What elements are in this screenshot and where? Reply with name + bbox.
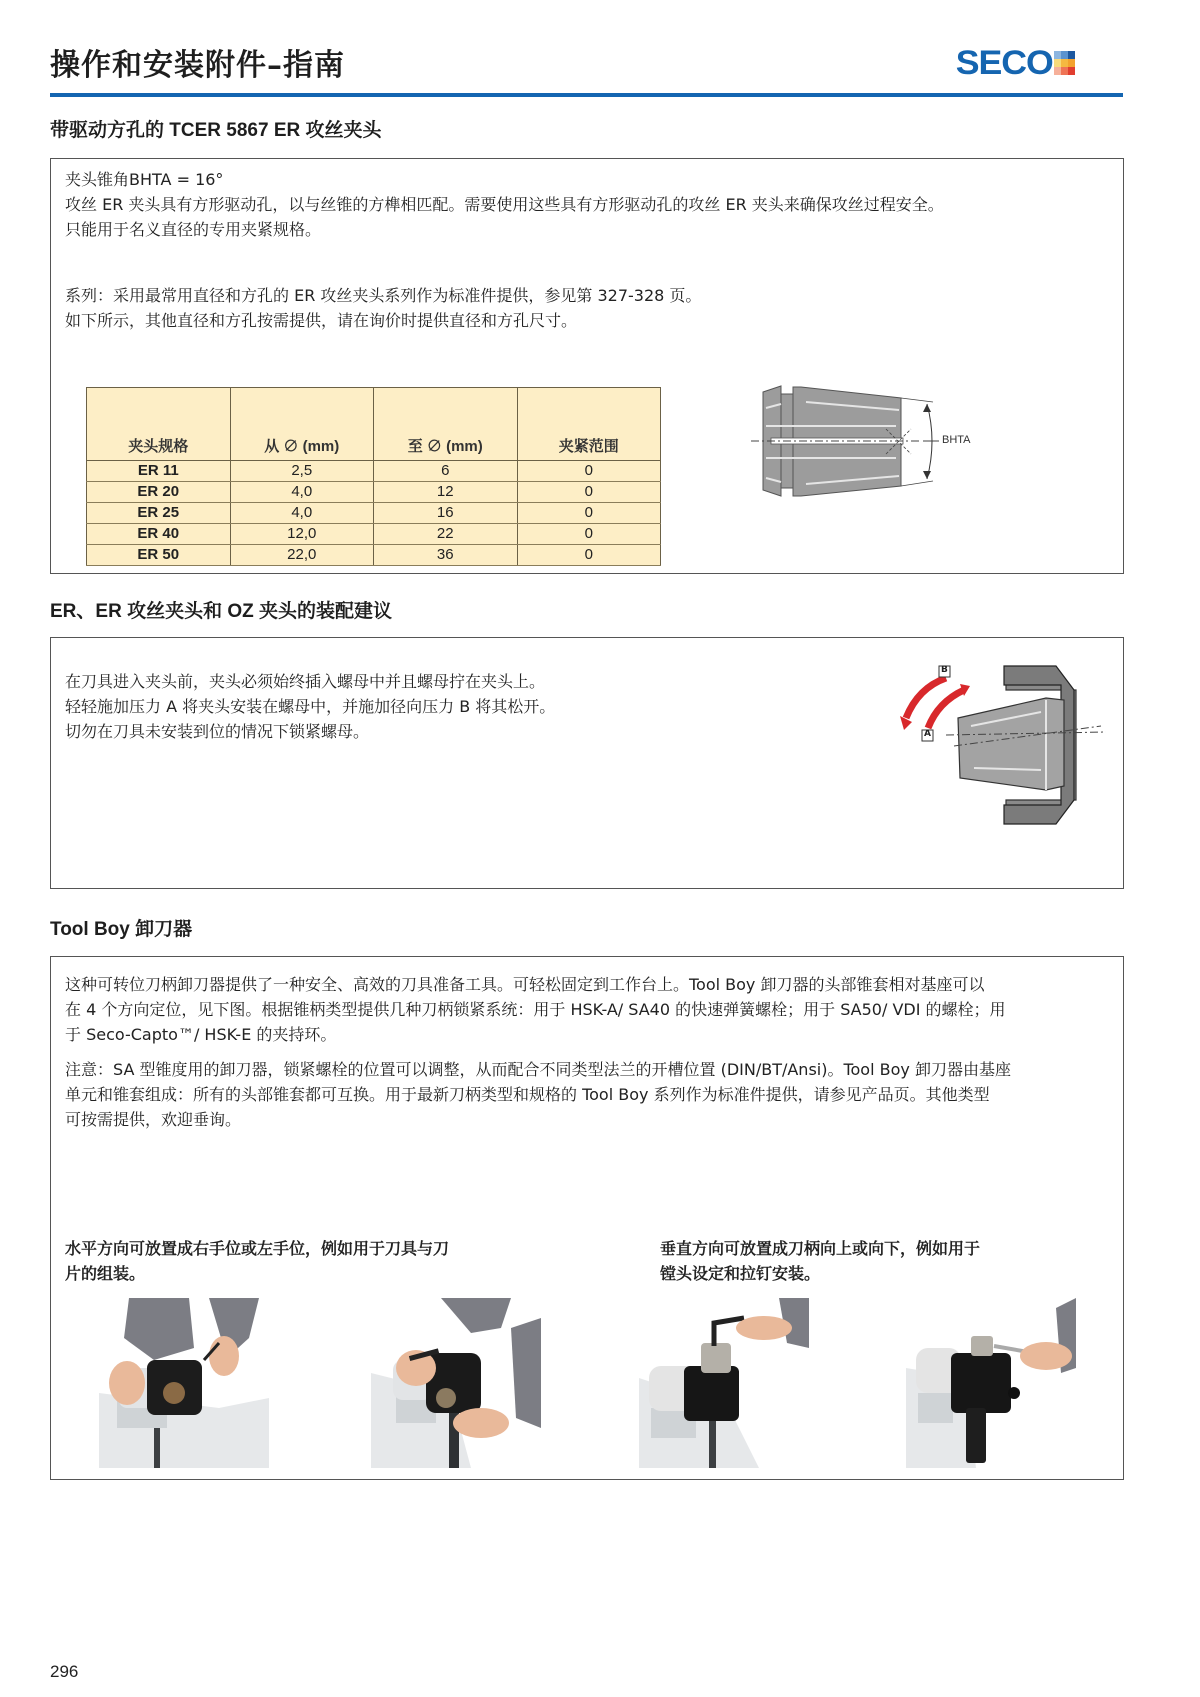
header-rule — [50, 93, 1123, 97]
description-line: 于 Seco-Capto™/ HSK-E 的夹持环。 — [65, 1025, 337, 1044]
label-a: A — [924, 729, 931, 739]
cell-range: 0 — [517, 461, 661, 482]
cell-from: 2,5 — [230, 461, 374, 482]
bhta-label: BHTA — [942, 434, 971, 446]
series-description — [65, 283, 701, 333]
table-row — [87, 545, 661, 566]
cell-from: 22,0 — [230, 545, 374, 566]
caption-horizontal — [65, 1236, 449, 1286]
table-row — [87, 503, 661, 524]
cell-to: 22 — [374, 524, 518, 545]
table-row — [87, 482, 661, 503]
series-line: 如下所示，其他直径和方孔按需提供，请在询价时提供直径和方孔尺寸。 — [65, 311, 578, 330]
toolboy-photo-icon — [99, 1298, 269, 1468]
tcer-description — [65, 167, 944, 242]
column-header: 夹紧范围 — [517, 388, 661, 461]
toolboy-photo-icon — [639, 1298, 809, 1468]
cell-to: 16 — [374, 503, 518, 524]
photo-vertical-up — [639, 1298, 809, 1468]
collet-spec-table — [86, 387, 661, 566]
description-line: 在 4 个方向定位，见下图。根据锥柄类型提供几种刀柄锁紧系统：用于 HSK-A/ SA40 的快速弹簧螺栓；用于 SA50/ VDI 的螺栓；用 — [65, 1000, 1006, 1019]
cell-range: 0 — [517, 482, 661, 503]
column-header: 从 ∅ (mm) — [230, 388, 374, 461]
series-line: 系列：采用最常用直径和方孔的 ER 攻丝夹头系列作为标准件提供，参见第 327-328 页。 — [65, 286, 702, 305]
assembly-instructions — [65, 669, 555, 744]
cell-to: 36 — [374, 545, 518, 566]
cell-range: 0 — [517, 524, 661, 545]
cell-to: 6 — [374, 461, 518, 482]
cell-range: 0 — [517, 503, 661, 524]
section-title-toolboy: Tool Boy 卸刀器 — [50, 919, 193, 940]
seco-logo — [955, 43, 1075, 82]
column-header: 夹头规格 — [87, 388, 231, 461]
description-line: 攻丝 ER 夹头具有方形驱动孔，以与丝锥的方榫相匹配。需要使用这些具有方形驱动孔的攻丝 ER 夹头来确保攻丝过程安全。 — [65, 195, 944, 214]
table-row — [87, 524, 661, 545]
toolboy-note — [65, 1057, 1011, 1132]
cell-from: 4,0 — [230, 482, 374, 503]
description-line: 这种可转位刀柄卸刀器提供了一种安全、高效的刀具准备工具。可轻松固定到工作台上。Tool Boy 卸刀器的头部锥套相对基座可以 — [65, 975, 985, 994]
section-title-assembly: ER、ER 攻丝夹头和 OZ 夹头的装配建议 — [50, 601, 393, 622]
collet-nut-drawing-icon — [866, 660, 1116, 830]
collet-bhta-diagram — [751, 384, 1011, 504]
instruction-line: 切勿在刀具未安装到位的情况下锁紧螺母。 — [65, 722, 370, 741]
assembly-info-box — [50, 637, 1124, 889]
note-line: 可按需提供，欢迎垂询。 — [65, 1110, 242, 1129]
cell-size: ER 20 — [87, 482, 231, 503]
toolboy-photo-icon — [371, 1298, 541, 1468]
note-line: 注意：SA 型锥度用的卸刀器，锁紧螺栓的位置可以调整，从而配合不同类型法兰的开槽位置 (DIN/BT/Ansi)。Tool Boy 卸刀器由基座 — [65, 1060, 1011, 1079]
logo-color-blocks-icon — [1054, 51, 1075, 75]
note-line: 单元和锥套组成：所有的头部锥套都可互换。用于最新刀柄类型和规格的 Tool Boy 系列作为标准件提供，请参见产品页。其他类型 — [65, 1085, 990, 1104]
section-title-tcer: 带驱动方孔的 TCER 5867 ER 攻丝夹头 — [50, 120, 382, 141]
instruction-line: 轻轻施加压力 A 将夹头安装在螺母中，并施加径向压力 B 将其松开。 — [65, 697, 556, 716]
caption-line: 垂直方向可放置成刀柄向上或向下，例如用于 — [660, 1239, 981, 1258]
cell-from: 12,0 — [230, 524, 374, 545]
label-b: B — [941, 665, 948, 675]
page-title: 操作和安装附件–指南 — [50, 48, 345, 83]
toolboy-info-box — [50, 956, 1124, 1480]
cell-size: ER 50 — [87, 545, 231, 566]
cell-from: 4,0 — [230, 503, 374, 524]
photo-horizontal-right-hand — [99, 1298, 269, 1468]
caption-vertical — [660, 1236, 980, 1286]
column-header: 至 ∅ (mm) — [374, 388, 518, 461]
logo-text: SECO — [955, 43, 1053, 82]
toolboy-description — [65, 972, 1006, 1047]
cell-size: ER 40 — [87, 524, 231, 545]
cell-range: 0 — [517, 545, 661, 566]
table-header-row — [87, 388, 661, 461]
page-number: 296 — [50, 1662, 79, 1681]
caption-line: 片的组装。 — [65, 1264, 146, 1283]
cell-size: ER 25 — [87, 503, 231, 524]
photo-horizontal-left-hand — [371, 1298, 541, 1468]
instruction-line: 在刀具进入夹头前，夹头必须始终插入螺母中并且螺母拧在夹头上。 — [65, 672, 546, 691]
description-line: 只能用于名义直径的专用夹紧规格。 — [65, 220, 322, 239]
tcer-info-box — [50, 158, 1124, 574]
table-row — [87, 461, 661, 482]
cell-size: ER 11 — [87, 461, 231, 482]
caption-line: 镗头设定和拉钉安装。 — [660, 1264, 821, 1283]
collet-nut-diagram — [866, 660, 1116, 830]
bhta-line: 夹头锥角BHTA = 16° — [65, 170, 224, 189]
caption-line: 水平方向可放置成右手位或左手位，例如用于刀具与刀 — [65, 1239, 450, 1258]
collet-drawing-icon — [751, 384, 1011, 504]
toolboy-photo-icon — [906, 1298, 1076, 1468]
photo-vertical-down — [906, 1298, 1076, 1468]
cell-to: 12 — [374, 482, 518, 503]
